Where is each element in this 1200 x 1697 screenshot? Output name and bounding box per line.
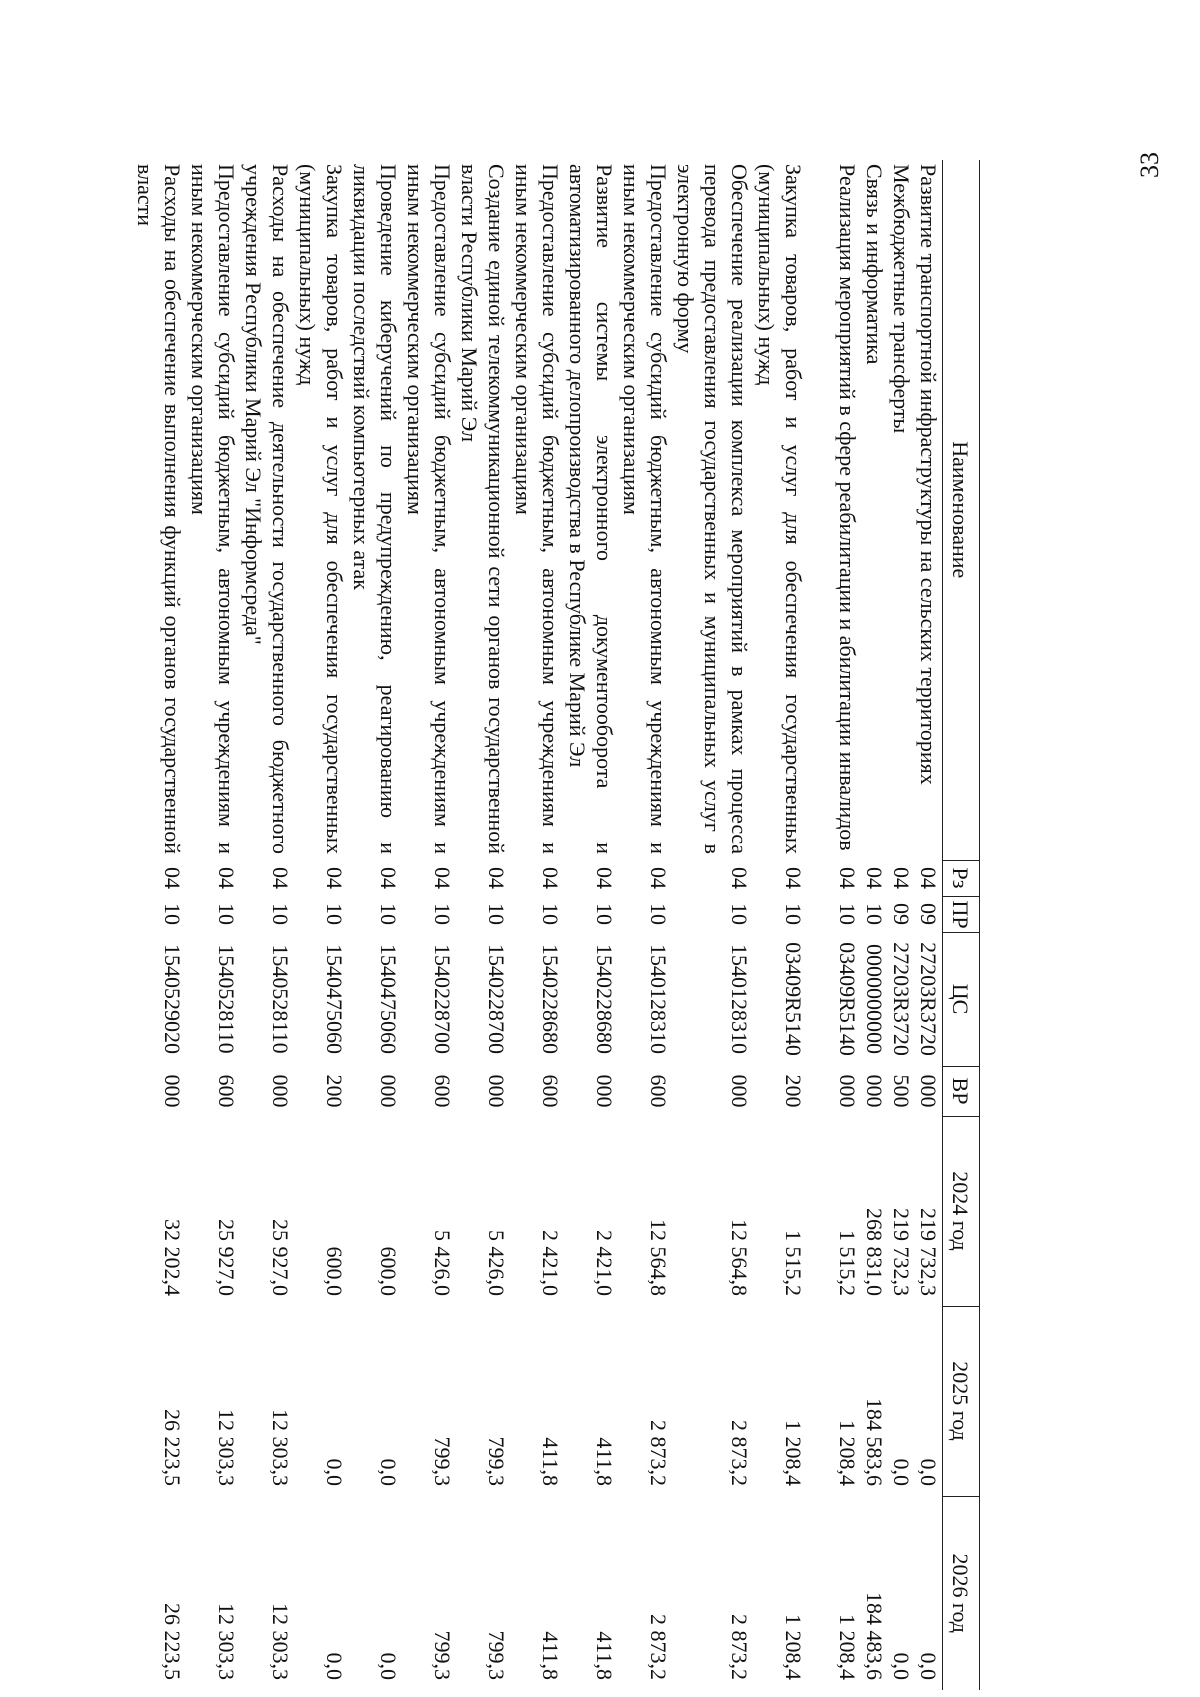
row-2026: 2 873,2 bbox=[727, 1614, 752, 1680]
table-row bbox=[240, 160, 294, 1690]
row-pr: 10 bbox=[430, 903, 455, 925]
header-name: Наименование bbox=[943, 160, 980, 860]
row-vr: 500 bbox=[889, 1074, 914, 1108]
row-2026: 184 483,6 bbox=[862, 1592, 887, 1680]
row-2026: 12 303,3 bbox=[268, 1603, 293, 1680]
header-2025: 2025 год bbox=[943, 1306, 980, 1496]
row-2025: 26 223,5 bbox=[160, 1409, 185, 1486]
row-rz: 04 bbox=[727, 867, 752, 889]
row-cs: 03409R5140 bbox=[781, 942, 806, 1056]
row-rz: 04 bbox=[862, 867, 887, 889]
row-cs: 1540475060 bbox=[322, 944, 347, 1054]
row-rz: 04 bbox=[430, 867, 455, 889]
table-row bbox=[132, 160, 186, 1690]
row-pr: 10 bbox=[214, 903, 239, 925]
row-2024: 600,0 bbox=[376, 1246, 401, 1296]
table-row bbox=[402, 160, 456, 1690]
row-name: Предоставление субсидий бюджетным, автономным учреждениям и иным некоммерческим организациям bbox=[187, 164, 239, 854]
row-2024: 268 831,0 bbox=[862, 1208, 887, 1296]
budget-table bbox=[132, 160, 980, 1690]
row-rz: 04 bbox=[160, 867, 185, 889]
row-2025: 184 583,6 bbox=[862, 1398, 887, 1486]
header-2026: 2026 год bbox=[943, 1496, 980, 1690]
table-header bbox=[943, 160, 980, 1690]
header-vr: ВР bbox=[943, 1066, 980, 1116]
row-2025: 12 303,3 bbox=[268, 1409, 293, 1486]
row-2026: 799,3 bbox=[484, 1630, 509, 1680]
row-2025: 799,3 bbox=[430, 1436, 455, 1486]
row-pr: 10 bbox=[862, 903, 887, 925]
header-cs: ЦС bbox=[943, 932, 980, 1066]
row-2025: 12 303,3 bbox=[214, 1409, 239, 1486]
row-cs: 1540528110 bbox=[268, 944, 293, 1054]
row-2024: 5 426,0 bbox=[430, 1230, 455, 1296]
row-vr: 200 bbox=[781, 1074, 806, 1108]
row-2026: 799,3 bbox=[430, 1630, 455, 1680]
row-2024: 25 927,0 bbox=[268, 1219, 293, 1296]
row-vr: 600 bbox=[430, 1074, 455, 1108]
row-name: Реализация мероприятий в сфере реабилитации и абилитации инвалидов bbox=[835, 164, 860, 851]
row-2026: 411,8 bbox=[592, 1631, 617, 1680]
row-pr: 10 bbox=[376, 903, 401, 925]
row-name: Межбюджетные трансферты bbox=[889, 164, 914, 434]
row-pr: 10 bbox=[835, 903, 860, 925]
table-row bbox=[861, 160, 888, 1690]
row-2025: 0,0 bbox=[322, 1458, 347, 1486]
row-vr: 200 bbox=[322, 1074, 347, 1108]
row-name: Закупка товаров, работ и услуг для обеспечения государственных (муниципальных) нужд bbox=[295, 164, 347, 854]
row-vr: 600 bbox=[646, 1074, 671, 1108]
row-cs: 1540228700 bbox=[484, 944, 509, 1054]
row-2025: 0,0 bbox=[889, 1458, 914, 1486]
row-cs: 27203R3720 bbox=[889, 942, 914, 1056]
row-2026: 0,0 bbox=[916, 1652, 941, 1680]
row-2024: 32 202,4 bbox=[160, 1219, 185, 1296]
row-name: Предоставление субсидий бюджетным, автономным учреждениям и иным некоммерческим организациям bbox=[403, 164, 455, 854]
header-2024: 2024 год bbox=[943, 1116, 980, 1306]
row-cs: 1540475060 bbox=[376, 944, 401, 1054]
row-vr: 000 bbox=[835, 1074, 860, 1108]
row-cs: 03409R5140 bbox=[835, 942, 860, 1056]
row-cs: 0000000000 bbox=[862, 944, 887, 1054]
row-vr: 000 bbox=[160, 1074, 185, 1108]
row-2026: 12 303,3 bbox=[214, 1603, 239, 1680]
row-vr: 000 bbox=[592, 1074, 617, 1108]
table-row bbox=[915, 160, 943, 1690]
row-name: Связь и информатика bbox=[862, 164, 887, 365]
table-row bbox=[807, 160, 861, 1690]
header-rz: Рз bbox=[943, 860, 980, 896]
row-2025: 411,8 bbox=[538, 1437, 563, 1486]
row-pr: 10 bbox=[592, 903, 617, 925]
row-2026: 2 873,2 bbox=[646, 1614, 671, 1680]
rotated-table-page bbox=[133, 160, 980, 1690]
table-row bbox=[294, 160, 348, 1690]
row-2025: 2 873,2 bbox=[646, 1420, 671, 1486]
row-cs: 1540128310 bbox=[646, 944, 671, 1054]
row-2025: 411,8 bbox=[592, 1437, 617, 1486]
row-cs: 1540228680 bbox=[538, 944, 563, 1054]
row-2026: 411,8 bbox=[538, 1631, 563, 1680]
row-2026: 1 208,4 bbox=[835, 1614, 860, 1680]
row-name: Развитие транспортной инфраструктуры на сельских территориях bbox=[916, 164, 941, 785]
row-2025: 0,0 bbox=[376, 1458, 401, 1486]
row-name: Предоставление субсидий бюджетным, автономным учреждениям и иным некоммерческим организациям bbox=[511, 164, 563, 854]
row-pr: 09 bbox=[916, 903, 941, 925]
row-pr: 10 bbox=[268, 903, 293, 925]
table-row bbox=[348, 160, 402, 1690]
row-2024: 1 515,2 bbox=[835, 1230, 860, 1296]
row-2026: 0,0 bbox=[889, 1652, 914, 1680]
row-name: Расходы на обеспечение деятельности государственного бюджетного учреждения Республики Марий Эл "Информсреда" bbox=[241, 164, 293, 854]
row-2026: 26 223,5 bbox=[160, 1603, 185, 1680]
table-row bbox=[672, 160, 753, 1690]
table-row bbox=[618, 160, 672, 1690]
row-rz: 04 bbox=[592, 867, 617, 889]
page-number: 33 bbox=[1135, 152, 1164, 178]
row-vr: 000 bbox=[376, 1074, 401, 1108]
row-name: Обеспечение реализации комплекса мероприятий в рамках процесса перевода предоставления государственных и муниципальных услуг в электронную форму bbox=[673, 164, 752, 854]
row-2025: 1 208,4 bbox=[835, 1420, 860, 1486]
row-vr: 600 bbox=[538, 1074, 563, 1108]
table-row bbox=[753, 160, 807, 1690]
row-rz: 04 bbox=[889, 867, 914, 889]
row-name: Проведение киберучений по предупреждению, реагированию и ликвидации последствий компьютерных атак bbox=[349, 164, 401, 854]
row-vr: 000 bbox=[862, 1074, 887, 1108]
row-2024: 2 421,0 bbox=[592, 1230, 617, 1296]
row-2025: 2 873,2 bbox=[727, 1420, 752, 1486]
row-cs: 1540128310 bbox=[727, 944, 752, 1054]
row-name: Расходы на обеспечение выполнения функций органов государственной власти bbox=[133, 164, 185, 854]
row-pr: 09 bbox=[889, 903, 914, 925]
table-row bbox=[186, 160, 240, 1690]
row-vr: 600 bbox=[214, 1074, 239, 1108]
row-2024: 12 564,8 bbox=[727, 1219, 752, 1296]
row-2024: 600,0 bbox=[322, 1246, 347, 1296]
row-2026: 0,0 bbox=[322, 1652, 347, 1680]
row-name: Создание единой телекоммуникационной сети органов государственной власти Республики Марий Эл bbox=[457, 164, 509, 854]
row-rz: 04 bbox=[322, 867, 347, 889]
row-vr: 000 bbox=[916, 1074, 941, 1108]
row-2026: 1 208,4 bbox=[781, 1614, 806, 1680]
row-2024: 219 732,3 bbox=[916, 1208, 941, 1296]
row-pr: 10 bbox=[646, 903, 671, 925]
row-cs: 1540529020 bbox=[160, 944, 185, 1054]
row-rz: 04 bbox=[214, 867, 239, 889]
row-2024: 5 426,0 bbox=[484, 1230, 509, 1296]
row-cs: 1540528110 bbox=[214, 944, 239, 1054]
row-cs: 1540228700 bbox=[430, 944, 455, 1054]
row-name: Закупка товаров, работ и услуг для обеспечения государственных (муниципальных) нужд bbox=[754, 164, 806, 854]
row-pr: 10 bbox=[781, 903, 806, 925]
row-vr: 000 bbox=[727, 1074, 752, 1108]
row-2025: 1 208,4 bbox=[781, 1420, 806, 1486]
row-pr: 10 bbox=[160, 903, 185, 925]
row-rz: 04 bbox=[268, 867, 293, 889]
table-row bbox=[888, 160, 915, 1690]
row-2024: 219 732,3 bbox=[889, 1208, 914, 1296]
row-2024: 1 515,2 bbox=[781, 1230, 806, 1296]
row-rz: 04 bbox=[835, 867, 860, 889]
row-2024: 25 927,0 bbox=[214, 1219, 239, 1296]
row-rz: 04 bbox=[781, 867, 806, 889]
row-2026: 0,0 bbox=[376, 1652, 401, 1680]
row-pr: 10 bbox=[538, 903, 563, 925]
row-rz: 04 bbox=[376, 867, 401, 889]
row-2025: 0,0 bbox=[916, 1458, 941, 1486]
row-rz: 04 bbox=[538, 867, 563, 889]
row-vr: 000 bbox=[268, 1074, 293, 1108]
row-name: Предоставление субсидий бюджетным, автономным учреждениям и иным некоммерческим организациям bbox=[619, 164, 671, 854]
row-rz: 04 bbox=[646, 867, 671, 889]
row-name: Развитие системы электронного документооборота и автоматизированного делопроизводства в Республике Марий Эл bbox=[565, 164, 617, 854]
row-2024: 12 564,8 bbox=[646, 1219, 671, 1296]
row-cs: 1540228680 bbox=[592, 944, 617, 1054]
row-pr: 10 bbox=[322, 903, 347, 925]
row-2024: 2 421,0 bbox=[538, 1230, 563, 1296]
row-rz: 04 bbox=[484, 867, 509, 889]
row-vr: 000 bbox=[484, 1074, 509, 1108]
row-cs: 27203R3720 bbox=[916, 942, 941, 1056]
row-2025: 799,3 bbox=[484, 1436, 509, 1486]
row-pr: 10 bbox=[484, 903, 509, 925]
table-row bbox=[564, 160, 618, 1690]
row-rz: 04 bbox=[916, 867, 941, 889]
table-row bbox=[456, 160, 510, 1690]
table-row bbox=[510, 160, 564, 1690]
header-pr: ПР bbox=[943, 896, 980, 932]
row-pr: 10 bbox=[727, 903, 752, 925]
